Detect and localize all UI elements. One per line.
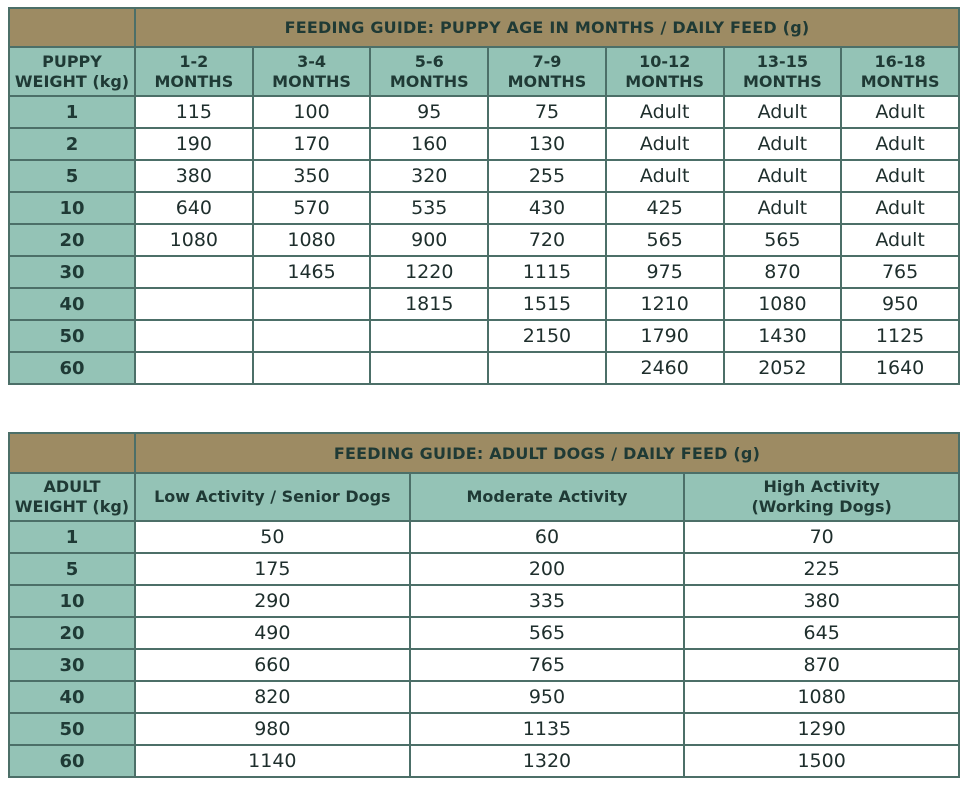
- puppy-feed-cell: 1080: [135, 224, 253, 256]
- puppy-header-row: [9, 47, 959, 96]
- puppy-feed-cell: Adult: [606, 160, 724, 192]
- puppy-feed-cell: 1790: [606, 320, 724, 352]
- puppy-table-row: [9, 288, 959, 320]
- adult-feed-cell: 1320: [410, 745, 685, 777]
- adult-feed-cell: 980: [135, 713, 410, 745]
- adult-weight-cell: 40: [9, 681, 135, 713]
- puppy-feed-cell: [370, 320, 488, 352]
- puppy-age-header: 10-12 MONTHS: [606, 47, 724, 96]
- puppy-feed-cell: [253, 352, 371, 384]
- puppy-feed-cell: 320: [370, 160, 488, 192]
- puppy-feed-cell: 535: [370, 192, 488, 224]
- adult-feed-cell: 1140: [135, 745, 410, 777]
- puppy-age-header: 13-15 MONTHS: [724, 47, 842, 96]
- adult-table-row: [9, 521, 959, 553]
- puppy-feed-cell: 1465: [253, 256, 371, 288]
- puppy-weight-header: PUPPY WEIGHT (kg): [9, 47, 135, 96]
- adult-header-row: [9, 473, 959, 521]
- puppy-age-header: 3-4 MONTHS: [253, 47, 371, 96]
- puppy-weight-cell: 50: [9, 320, 135, 352]
- puppy-feed-cell: 1080: [253, 224, 371, 256]
- adult-weight-cell: 60: [9, 745, 135, 777]
- puppy-feed-cell: 380: [135, 160, 253, 192]
- puppy-table-row: [9, 224, 959, 256]
- adult-table-row: [9, 553, 959, 585]
- puppy-feed-cell: [253, 288, 371, 320]
- puppy-feed-cell: Adult: [724, 192, 842, 224]
- adult-feed-cell: 565: [410, 617, 685, 649]
- puppy-feed-cell: 1815: [370, 288, 488, 320]
- puppy-feed-cell: [135, 352, 253, 384]
- puppy-feeding-table: [8, 7, 960, 385]
- puppy-feed-cell: [135, 256, 253, 288]
- puppy-feed-cell: Adult: [841, 128, 959, 160]
- adult-feed-cell: 290: [135, 585, 410, 617]
- adult-feed-cell: 1135: [410, 713, 685, 745]
- adult-feed-cell: 380: [684, 585, 959, 617]
- puppy-feed-cell: 1220: [370, 256, 488, 288]
- puppy-feed-cell: 720: [488, 224, 606, 256]
- adult-feed-cell: 225: [684, 553, 959, 585]
- adult-feed-cell: 175: [135, 553, 410, 585]
- puppy-weight-cell: 1: [9, 96, 135, 128]
- puppy-feed-cell: 75: [488, 96, 606, 128]
- adult-feed-cell: 335: [410, 585, 685, 617]
- adult-feed-cell: 490: [135, 617, 410, 649]
- puppy-table-body: [9, 96, 959, 384]
- adult-weight-cell: 50: [9, 713, 135, 745]
- adult-table-row: [9, 585, 959, 617]
- adult-table-title: FEEDING GUIDE: ADULT DOGS / DAILY FEED (g): [135, 433, 959, 473]
- puppy-feed-cell: 570: [253, 192, 371, 224]
- adult-feed-cell: 1500: [684, 745, 959, 777]
- puppy-feed-cell: 100: [253, 96, 371, 128]
- activity-header-high: High Activity (Working Dogs): [684, 473, 959, 521]
- puppy-age-header: 16-18 MONTHS: [841, 47, 959, 96]
- puppy-feed-cell: [488, 352, 606, 384]
- puppy-feed-cell: 565: [724, 224, 842, 256]
- puppy-feed-cell: Adult: [841, 96, 959, 128]
- puppy-feed-cell: Adult: [841, 192, 959, 224]
- puppy-feed-cell: 190: [135, 128, 253, 160]
- puppy-feed-cell: 430: [488, 192, 606, 224]
- adult-feeding-table: [8, 432, 960, 778]
- puppy-feed-cell: 2460: [606, 352, 724, 384]
- activity-header-low: Low Activity / Senior Dogs: [135, 473, 410, 521]
- puppy-feed-cell: 870: [724, 256, 842, 288]
- puppy-feed-cell: Adult: [724, 160, 842, 192]
- puppy-feed-cell: 1210: [606, 288, 724, 320]
- puppy-feed-cell: 350: [253, 160, 371, 192]
- puppy-feed-cell: 160: [370, 128, 488, 160]
- puppy-weight-cell: 40: [9, 288, 135, 320]
- adult-table-body: [9, 521, 959, 777]
- puppy-corner-cell: [9, 8, 135, 47]
- puppy-feed-cell: 425: [606, 192, 724, 224]
- adult-feed-cell: 1290: [684, 713, 959, 745]
- adult-feed-cell: 950: [410, 681, 685, 713]
- puppy-weight-cell: 10: [9, 192, 135, 224]
- puppy-feed-cell: 170: [253, 128, 371, 160]
- adult-feed-cell: 1080: [684, 681, 959, 713]
- adult-feed-cell: 645: [684, 617, 959, 649]
- puppy-feed-cell: 765: [841, 256, 959, 288]
- puppy-weight-cell: 20: [9, 224, 135, 256]
- puppy-feed-cell: 2052: [724, 352, 842, 384]
- puppy-feed-cell: Adult: [841, 224, 959, 256]
- puppy-table-row: [9, 192, 959, 224]
- adult-weight-cell: 10: [9, 585, 135, 617]
- adult-weight-cell: 20: [9, 617, 135, 649]
- adult-feed-cell: 660: [135, 649, 410, 681]
- puppy-feed-cell: 565: [606, 224, 724, 256]
- adult-feed-cell: 870: [684, 649, 959, 681]
- puppy-feed-cell: 130: [488, 128, 606, 160]
- puppy-table-row: [9, 160, 959, 192]
- puppy-weight-cell: 60: [9, 352, 135, 384]
- puppy-feed-cell: Adult: [724, 128, 842, 160]
- puppy-age-header: 7-9 MONTHS: [488, 47, 606, 96]
- puppy-feed-cell: 1125: [841, 320, 959, 352]
- puppy-feed-cell: Adult: [606, 128, 724, 160]
- puppy-feed-cell: 950: [841, 288, 959, 320]
- puppy-table-row: [9, 256, 959, 288]
- puppy-feed-cell: 1640: [841, 352, 959, 384]
- adult-table-row: [9, 713, 959, 745]
- puppy-age-header: 5-6 MONTHS: [370, 47, 488, 96]
- puppy-table-row: [9, 96, 959, 128]
- puppy-feed-cell: Adult: [841, 160, 959, 192]
- puppy-feed-cell: [253, 320, 371, 352]
- puppy-feed-cell: 900: [370, 224, 488, 256]
- puppy-feed-cell: [135, 320, 253, 352]
- puppy-table-row: [9, 128, 959, 160]
- adult-weight-cell: 5: [9, 553, 135, 585]
- puppy-feed-cell: 1080: [724, 288, 842, 320]
- puppy-table-row: [9, 320, 959, 352]
- adult-feed-cell: 70: [684, 521, 959, 553]
- puppy-feed-cell: [135, 288, 253, 320]
- puppy-weight-cell: 2: [9, 128, 135, 160]
- adult-corner-cell: [9, 433, 135, 473]
- puppy-feed-cell: Adult: [606, 96, 724, 128]
- puppy-age-header: 1-2 MONTHS: [135, 47, 253, 96]
- adult-feed-cell: 200: [410, 553, 685, 585]
- adult-weight-header: ADULT WEIGHT (kg): [9, 473, 135, 521]
- puppy-title-row: [9, 8, 959, 47]
- adult-table-row: [9, 681, 959, 713]
- puppy-feed-cell: 95: [370, 96, 488, 128]
- puppy-feed-cell: 1430: [724, 320, 842, 352]
- puppy-table-title: FEEDING GUIDE: PUPPY AGE IN MONTHS / DAILY FEED (g): [135, 8, 959, 47]
- puppy-feed-cell: 1115: [488, 256, 606, 288]
- adult-feed-cell: 60: [410, 521, 685, 553]
- puppy-feed-cell: 975: [606, 256, 724, 288]
- puppy-table-row: [9, 352, 959, 384]
- adult-table-row: [9, 745, 959, 777]
- adult-table-row: [9, 617, 959, 649]
- adult-feed-cell: 765: [410, 649, 685, 681]
- adult-title-row: [9, 433, 959, 473]
- activity-header-moderate: Moderate Activity: [410, 473, 685, 521]
- puppy-feed-cell: 2150: [488, 320, 606, 352]
- puppy-feed-cell: 255: [488, 160, 606, 192]
- adult-weight-cell: 1: [9, 521, 135, 553]
- puppy-feed-cell: 115: [135, 96, 253, 128]
- puppy-weight-cell: 5: [9, 160, 135, 192]
- puppy-feed-cell: 640: [135, 192, 253, 224]
- adult-feed-cell: 820: [135, 681, 410, 713]
- puppy-feed-cell: 1515: [488, 288, 606, 320]
- puppy-feed-cell: [370, 352, 488, 384]
- adult-feed-cell: 50: [135, 521, 410, 553]
- adult-table-row: [9, 649, 959, 681]
- puppy-weight-cell: 30: [9, 256, 135, 288]
- puppy-feed-cell: Adult: [724, 96, 842, 128]
- adult-weight-cell: 30: [9, 649, 135, 681]
